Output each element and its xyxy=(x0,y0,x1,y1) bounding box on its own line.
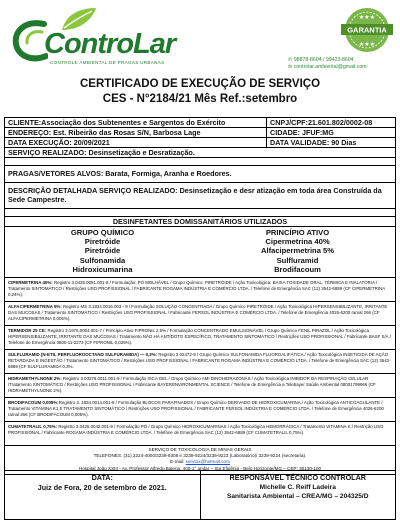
company-logo xyxy=(10,6,200,68)
client-row xyxy=(5,118,395,128)
chemical-group-column xyxy=(5,228,200,274)
product-info-paragraph xyxy=(5,278,395,302)
product-label: BRODIFACOUM 0,005%: xyxy=(8,400,59,406)
product-info-paragraph xyxy=(5,350,395,374)
active-ingredient-item: Brodifacoum xyxy=(274,264,321,274)
products-title: DESINFETANTES DOMISSANITÁRIOS UTILIZADOS xyxy=(5,217,395,227)
toxicology-title: SERVIÇO DE TOXICOLOGIA DE MINAS GERAIS xyxy=(148,447,252,453)
active-ingredient-header: PRINCÍPIO ATIVO xyxy=(265,228,330,237)
title-line-1: CERTIFICADO DE EXECUÇÃO DE SERVIÇO xyxy=(79,78,321,90)
validity-date: DATA VALIDADE: 90 Dias xyxy=(270,138,357,147)
execution-date: DATA EXECUÇÃO: 20/09/2021 xyxy=(5,138,267,147)
date-value: Juiz de Fora, 20 de setembro de 2021. xyxy=(37,482,167,492)
product-label: CUMATETRALIL 0,75%: xyxy=(8,424,58,430)
seal-text: GARANTIA xyxy=(347,25,387,35)
product-details: Registro 3.03376.0011.001-9 / Formulação ISCA GEL / Grupo Químico AMI DINOHIDRAZONAS / Ação Toxicológica INIBIDOR DA RESPIRAÇÃO CELULAR /Tratamento SINTOMÁTICO / Restrições USO PROFISSIONAL / Fabricante BAYERENVIRONMENTAL SCIENCE / Telefone de Emergência a Telebayer Saúde Ambiental 08001799966 (CF HIDRAMETHYLNONE 2%). xyxy=(8,376,376,394)
chemical-group-item: Sulfonamida xyxy=(79,255,126,265)
client-city: CIDADE: JFUF:MG xyxy=(270,128,334,137)
signature-block xyxy=(4,470,396,520)
product-label: CIPERMETRINA 40%: xyxy=(8,280,53,286)
product-details: Registro 3.0425.0042.001-9 / Formulação PÓ / Grupo Químico HIDROXICUMARINAS / Ação Toxicológica HEMORRÁGICA / Tratamento VITAMINA K / Restrição USO PROFISSIONAL / Fabricante ROGAMA INDÚSTRIA E COMÉRCIO LTDA. / Telefone de Emergência SAC (12) 3642-6889 (CF CUMATETRALIL 0,75%). xyxy=(8,424,384,436)
product-info-paragraph xyxy=(5,302,395,326)
responsible-title: RESPONSÁVEL TÉCNICO CONTROLAR xyxy=(229,473,366,482)
phone-line xyxy=(288,57,396,64)
chemical-group-item: Hidroxicumarina xyxy=(72,264,133,274)
product-label: TERMIDOR 25 CE: xyxy=(8,328,47,334)
whatsapp-icon: ✆ xyxy=(288,57,293,63)
contact-email[interactable]: controlar.ambiental@gmail.com xyxy=(293,63,367,70)
product-label: HIDRAMETHYLNONE 2%: xyxy=(8,376,62,382)
chemical-group-item: Piretróide xyxy=(84,237,121,247)
title-line-2: CES - N°2184/21 Mês Ref.:setembro xyxy=(102,93,298,105)
address-row xyxy=(5,128,395,138)
products-table xyxy=(5,227,395,278)
client-address: ENDEREÇO: Est. Ribeirão das Rosas S/N, Barbosa Lage xyxy=(5,128,267,137)
mail-icon: ✉ xyxy=(288,63,293,70)
product-details: Registro 3. 1834.0014.001-8 / Formulação BLOCOS PARAFINADOS / Grupo Químico DERIVADO DE HIDROXICUMARINA / Ação Toxicológica ANTICOAGULANTE / Tratamento VITAMINA K1 E TRATAMENTO SINTOMÁTICO / Restrições USO PROFISSIONAL / FABRICANTE FERSOL INDÚSTRIA E COMÉRCIO LTDA. / Telefone de Emergência 4026-6200 ramal 266 (CF BRODIFACOUM 0,005%). xyxy=(8,400,384,418)
swoosh-icon xyxy=(12,18,48,62)
svg-text:★★★: ★★★ xyxy=(358,41,376,48)
service-description: DESCRIÇÃO DETALHADA SERVIÇO REALIZADO: Desinsetização e desr atização em toda área Construída da Sede Campestre. xyxy=(5,183,395,209)
target-pests: PRAGAS/VETORES ALVOS: Barata, Formiga, Aranha e Roedores. xyxy=(5,166,395,183)
product-details: Registro 3.02472-9 / Grupo Químico SULFONAMIDA FLUOROALIFÁTICA / Ação Toxicológica INSETICIDA DE AÇÃO RETARDADA E INGESTÃO / Tratamento SINTOMÁTICO / Restrições USO PROFISSIONAL / FABRICANTE ROGAMA INDÚSTRIA E COMÉRCIO LTDA. / Telefone de Emergência SAC (12) 3642-6889 (CF SULFLURAMIDA 0,3%. xyxy=(8,352,391,370)
product-info-paragraph xyxy=(5,398,395,422)
active-ingredient-column xyxy=(200,228,395,274)
chemical-group-header: GRUPO QUÍMICO xyxy=(70,228,135,237)
toxicology-phones: TELEFONES: (31) 3224-4000/3239-9308 e 3239-9224/3239-9223 (Laboratório)/ 3239-9224 (secretaria). xyxy=(93,453,307,459)
date-label: DATA: xyxy=(91,473,113,482)
toxicology-email-line: E-mail: servtox@hotmail.com xyxy=(170,459,230,465)
phone-number: 98878-8604 / 99423-8604 xyxy=(293,57,354,63)
active-ingredient-item: Alfacipermetrina 5% xyxy=(260,246,334,256)
toxicology-address: Hospital João XXIII - Av. Professor Alfredo Balena, 400-1° andar – Sta Efigênia - Belo Horizonte/MG – CEP: 30130-100 xyxy=(78,465,322,471)
responsible-name: Michelle C. Reiff Ladeira xyxy=(259,483,336,491)
product-label: ALFACIPERMETRINA 5%: xyxy=(8,304,62,310)
svg-text:★★★: ★★★ xyxy=(358,14,376,21)
date-cell xyxy=(5,471,200,519)
product-label: SULFLURAMID (N-ETIL PERFLUOROOCTANO SULFURAMIDA) — 0,3%: xyxy=(8,352,158,358)
product-info-paragraph xyxy=(5,422,395,446)
active-ingredient-item: Cipermetrina 40% xyxy=(265,237,330,247)
responsible-cell xyxy=(200,471,396,519)
email-line xyxy=(288,64,396,71)
contact-info xyxy=(288,57,396,70)
letterhead xyxy=(0,0,400,74)
logo-tagline: CONTROLE AMBIENTAL DE PRAGAS URBANAS xyxy=(50,60,165,65)
chemical-group-item: Piretróide xyxy=(84,246,121,256)
product-details: Registro MS 3.1834.0016.003 - 9 / Formulação SOLUÇÃO CONCENTRADA / Grupo Químico PIRETRÓIDE / Ação Toxicológica HIPERSENSIBILIZANTE, IRRITANTE DAS MUCOSAS / Tratamento SINTOMÁTICO / Restrições USO PROFISSIONAL / Fabricante FERSOL INDÚSTRIA E COMÉRCIO LTDA. / Telefone de Emergência 4026-6200 ramal 266 (CF ALFACIPERMETRINA 0,005%). xyxy=(8,304,388,322)
dates-row xyxy=(5,138,395,148)
spacer-row xyxy=(5,209,395,217)
spacer-row xyxy=(5,158,395,166)
toxicology-email-link[interactable]: servtox@hotmail.com xyxy=(185,459,230,465)
certificate-title xyxy=(0,78,400,105)
guarantee-seal-icon xyxy=(338,4,396,56)
client-cnpj: CNPJ/CPF:21.601.802/0002-08 xyxy=(270,118,373,127)
active-ingredient-item: Sulfluramid xyxy=(276,255,319,265)
responsible-role: Sanitarista Ambiental – CREA/MG – 204325/D xyxy=(226,493,369,500)
product-details: Registro 3.1976.0004.001-7 / Princípio Ativo FIPRONIL 2,5% / Formulação CONCENTRADO EMULSIONÁVEL / Grupo Químico FENIL PIRAZOL / Ação Toxicológica HIPERSENSIBILIZANTE, IRRITANTE DAS MUCOSAS / Tratamento NÃO HÁ ANTÍDOTO ESPECÍFICO, TRATAMENTO SINTOMÁTICO / Restrições USO PROFISSIONAL / Fabricante BASF S/A / Telefone de Emergência 0800-11-2273 (CF FIPRONIL 0,025%). xyxy=(8,328,391,346)
product-info-paragraph xyxy=(5,374,395,398)
logo-wordmark: ControLar xyxy=(44,28,176,60)
product-info-paragraph xyxy=(5,326,395,350)
client-name: CLIENTE:Associação dos Subtenentes e Sargentos do Exército xyxy=(5,118,267,127)
certificate-body xyxy=(4,117,396,475)
service-performed: SERVIÇO REALIZADO: Desinsetização e Desratização. xyxy=(5,148,395,158)
product-details: Registro 3.0425.0051.001-8 / Formulação: PÓ MOLHÁVEL / Grupo Químico: PIRETRÓIDE / Ação Toxicológica: BAIXA TOXIDADE ORAL, TÉRMICA E INALATÓRIA / Tratamento SINTOMÁTICO / Restrições USO PROFISSIONAL / FABRICANTE ROGAMA INDÚSTRIA E COMÉRCIO LTDA. / Telefone de Emergência SAC (12) 3642-6889 (CF CIPERMETRINA 0,24%). xyxy=(8,280,385,298)
